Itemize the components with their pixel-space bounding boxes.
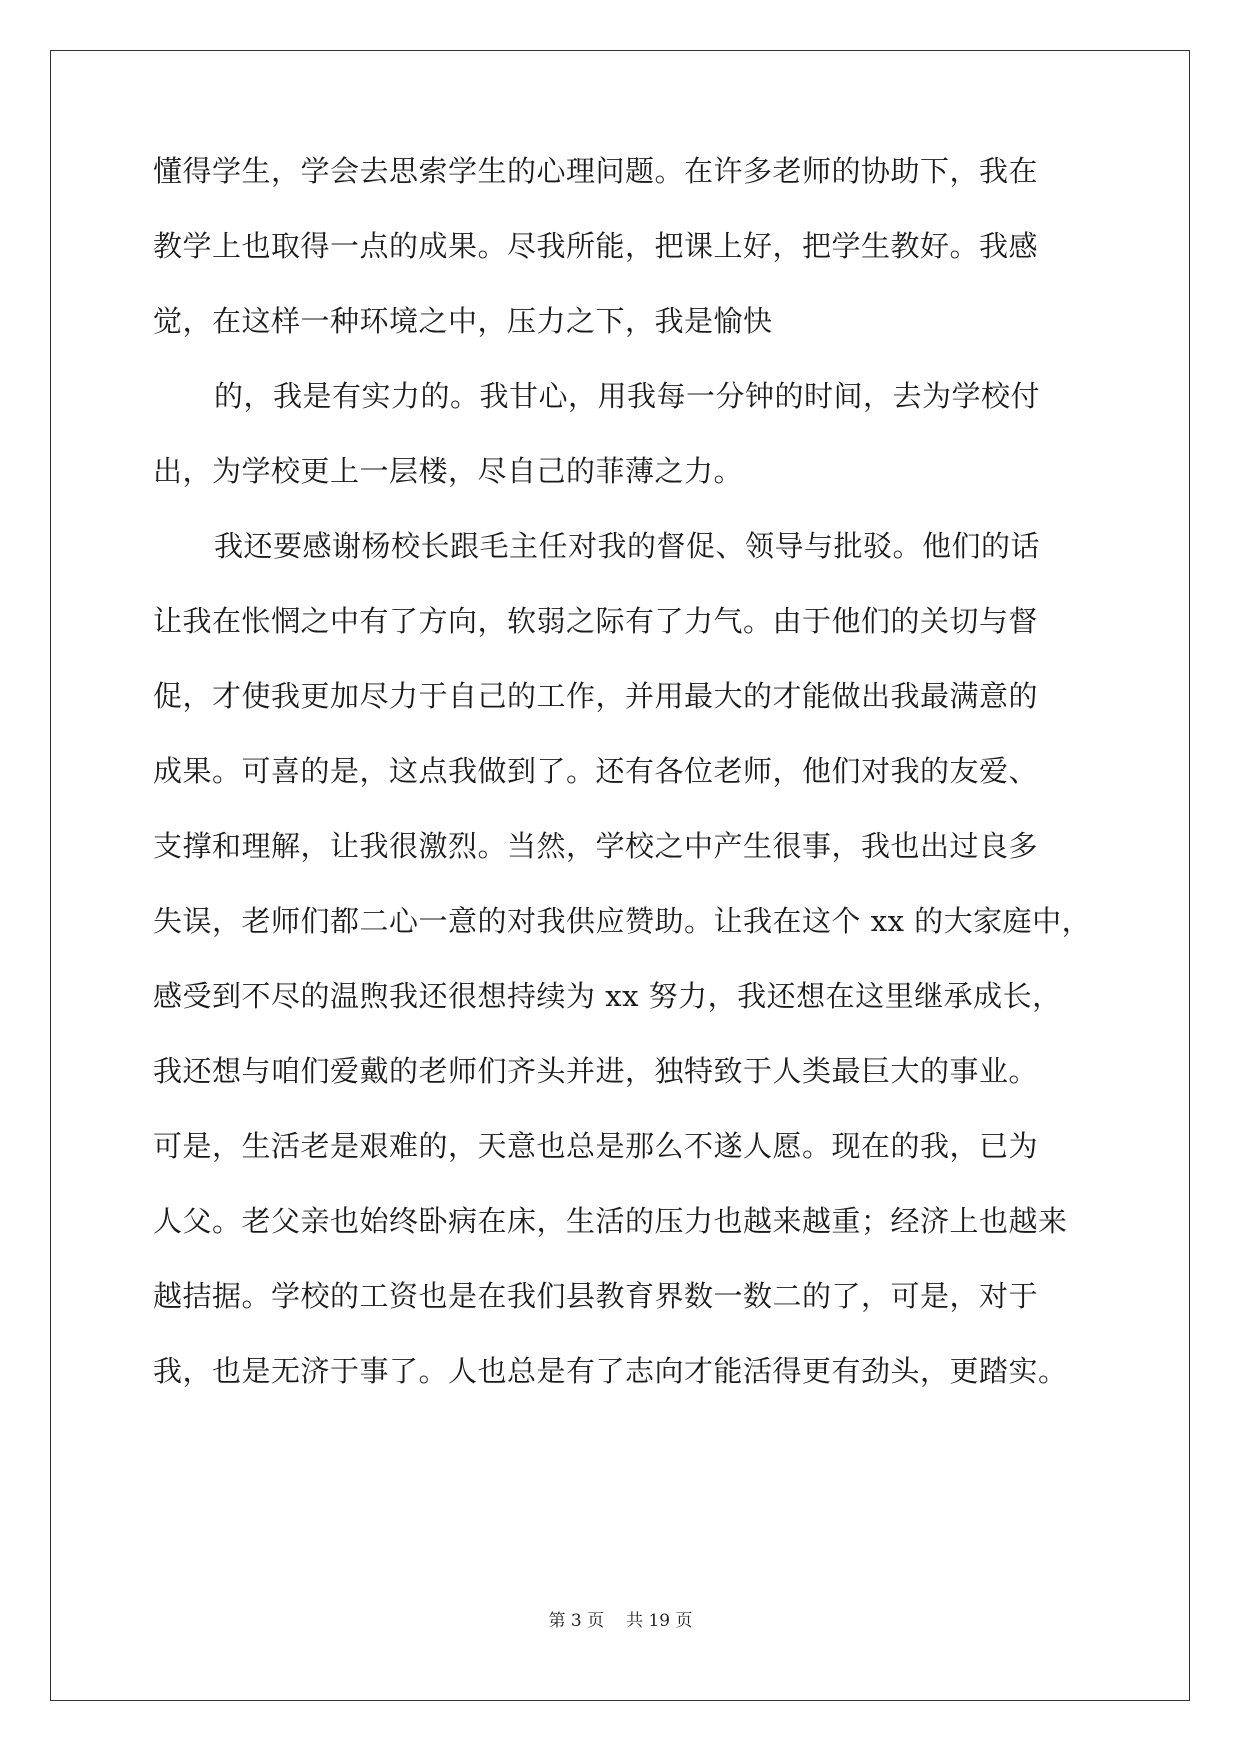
page-footer — [0, 1610, 1241, 1632]
text-line: 我还想与咱们爱戴的老师们齐头并进，独特致于人类最巨大的事业。 — [153, 1054, 1039, 1088]
text-line: 越拮据。学校的工资也是在我们县教育界数一数二的了，可是，对于 — [153, 1279, 1039, 1313]
text-line: 促，才使我更加尽力于自己的工作，并用最大的才能做出我最满意的 — [153, 679, 1039, 713]
page-border — [50, 50, 1190, 1701]
text-line: 人父。老父亲也始终卧病在床，生活的压力也越来越重；经济上也越来 — [153, 1204, 1068, 1238]
text-line: 支撑和理解，让我很激烈。当然，学校之中产生很事，我也出过良多 — [153, 829, 1039, 863]
text-line: 出，为学校更上一层楼，尽自己的菲薄之力。 — [153, 454, 744, 488]
text-line: 觉，在这样一种环境之中，压力之下，我是愉快 — [153, 304, 773, 338]
text-line: 懂得学生，学会去思索学生的心理问题。在许多老师的协助下，我在 — [153, 154, 1039, 188]
text-line: 可是，生活老是艰难的，天意也总是那么不遂人愿。现在的我，已为 — [153, 1129, 1039, 1163]
text-line: 失误，老师们都二心一意的对我供应赞助。让我在这个 xx 的大家庭中， — [153, 904, 1092, 938]
text-line: 让我在怅惘之中有了方向，软弱之际有了力气。由于他们的关切与督 — [153, 604, 1039, 638]
text-line: 感受到不尽的温煦我还很想持续为 xx 努力，我还想在这里继承成长， — [153, 979, 1062, 1013]
text-line: 教学上也取得一点的成果。尽我所能，把课上好，把学生教好。我感 — [153, 229, 1039, 263]
text-line: 的，我是有实力的。我甘心，用我每一分钟的时间，去为学校付 — [214, 379, 1041, 413]
page-number: 第 3 页 — [548, 1611, 605, 1631]
text-line: 我还要感谢杨校长跟毛主任对我的督促、领导与批驳。他们的话 — [214, 529, 1041, 563]
text-line: 我，也是无济于事了。人也总是有了志向才能活得更有劲头，更踏实。 — [153, 1354, 1068, 1388]
text-line: 成果。可喜的是，这点我做到了。还有各位老师，他们对我的友爱、 — [153, 754, 1039, 788]
page-total: 共 19 页 — [626, 1611, 693, 1631]
